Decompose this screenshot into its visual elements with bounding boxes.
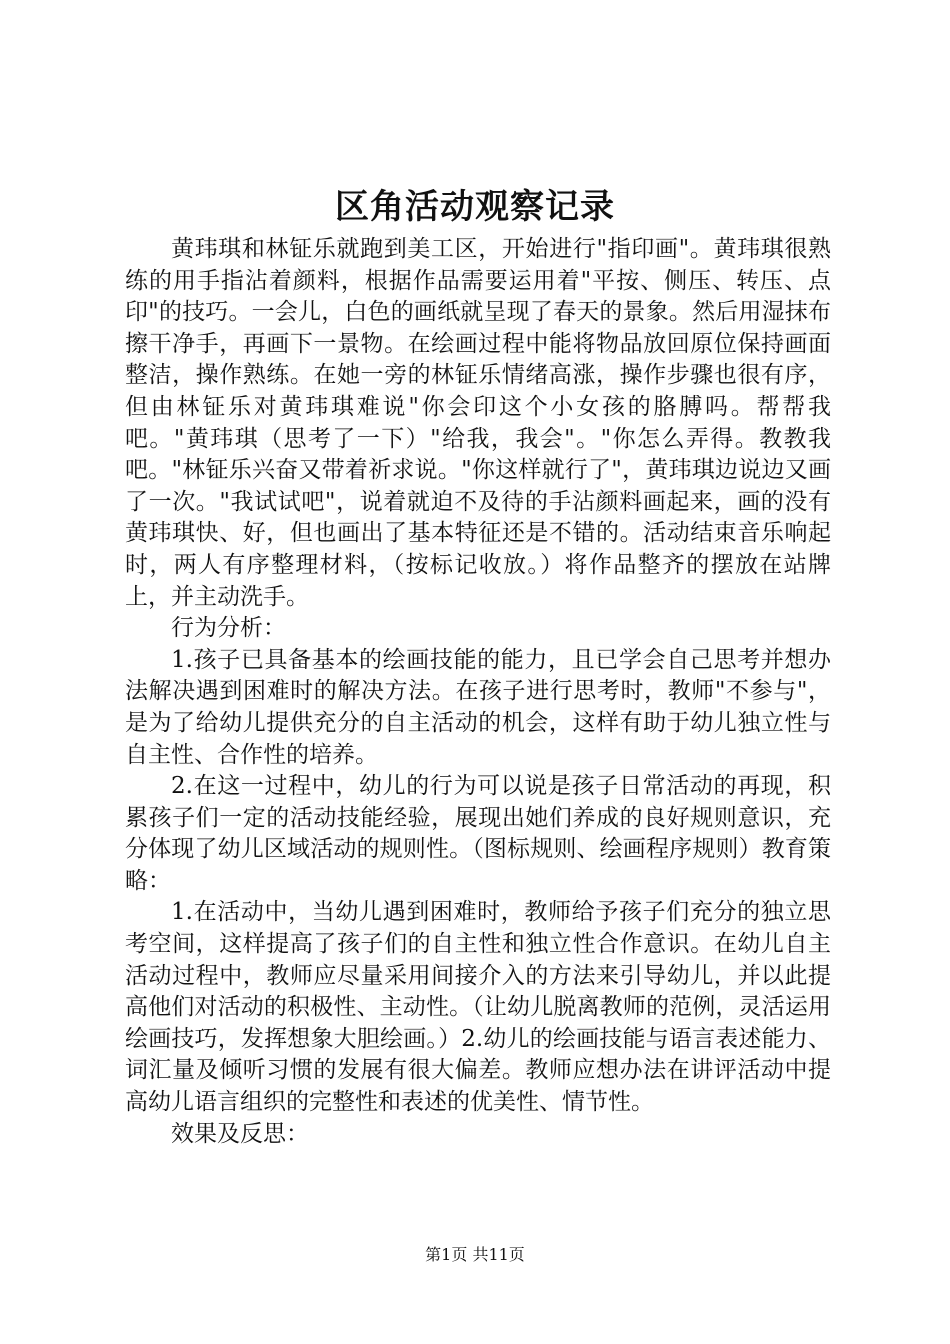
paragraph-strategy: 1.在活动中，当幼儿遇到困难时，教师给予孩子们充分的独立思考空间，这样提高了孩子们的自主性和独立性合作意识。在幼儿自主活动过程中，教师应尽量采用间接介入的方法来引导幼儿，并以此提高他们对活动的积极性、主动性。（让幼儿脱离教师的范例，灵活运用绘画技巧，发挥想象大胆绘画。）2.幼儿的绘画技能与语言表述能力、词汇量及倾听习惯的发展有很大偏差。教师应想办法在讲评活动中提高幼儿语言组织的完整性和表述的优美性、情节性。: [125, 899, 831, 1116]
paragraph-behavior-analysis-heading: 行为分析：: [171, 615, 286, 642]
paragraph-analysis-point-2: 2.在这一过程中，幼儿的行为可以说是孩子日常活动的再现，积累孩子们一定的活动技能经验，展现出她们养成的良好规则意识，充分体现了幼儿区域活动的规则性。（图标规则、绘画程序规则）教育策略：: [125, 773, 831, 894]
paragraph-reflection-heading: 效果及反思：: [171, 1120, 309, 1147]
paragraph-analysis-point-1: 1.孩子已具备基本的绘画技能的能力，且已学会自己思考并想办法解决遇到困难时的解决方法。在孩子进行思考时，教师"不参与"，是为了给幼儿提供充分的自主活动的机会，这样有助于幼儿独立性与自主性、合作性的培养。: [125, 646, 831, 768]
paragraph-observation: 黄玮琪和林钲乐就跑到美工区，开始进行"指印画"。黄玮琪很熟练的用手指沾着颜料，根据作品需要运用着"平按、侧压、转压、点印"的技巧。一会儿，白色的画纸就呈现了春天的景象。然后用湿抹布擦干净手，再画下一景物。在绘画过程中能将物品放回原位保持画面整洁，操作熟练。在她一旁的林钲乐情绪高涨，操作步骤也很有序，但由林钲乐对黄玮琪难说"你会印这个小女孩的胳膊吗。帮帮我吧。"黄玮琪（思考了一下）"给我，我会"。"你怎么弄得。教教我吧。"林钲乐兴奋又带着祈求说。"你这样就行了"，黄玮琪边说边又画了一次。"我试试吧"，说着就迫不及待的手沾颜料画起来，画的没有黄玮琪快、好，但也画出了基本特征还是不错的。活动结束音乐响起时，两人有序整理材料，（按标记收放。）将作品整齐的摆放在站牌上，并主动洗手。: [125, 236, 831, 610]
page-footer: 第1页 共11页: [425, 1245, 525, 1264]
document-title: 区角活动观察记录: [335, 187, 615, 227]
document-body: [125, 234, 831, 1150]
